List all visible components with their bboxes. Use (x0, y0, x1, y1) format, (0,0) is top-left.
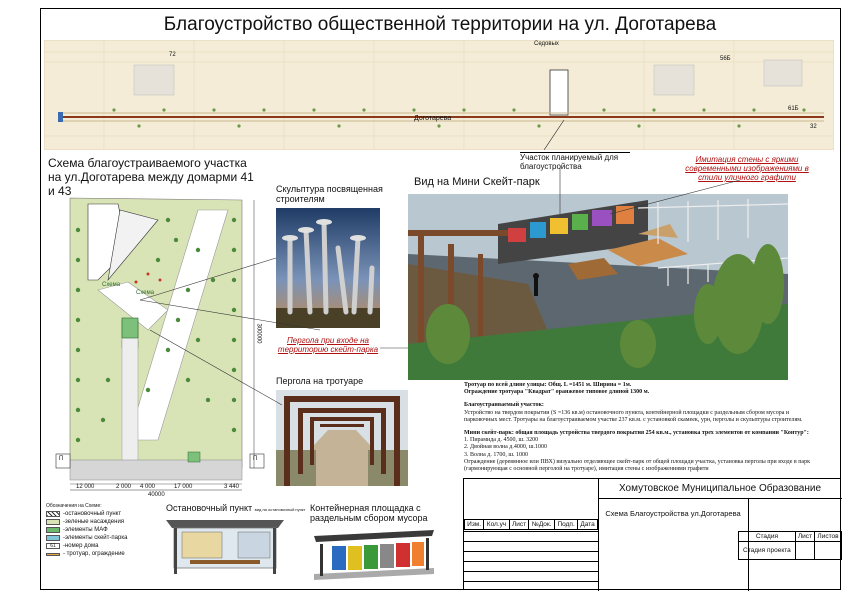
stage-value: Стадия проекта (739, 542, 796, 560)
sheets-label: Листов (814, 532, 841, 542)
bus-stop-photo (166, 514, 284, 578)
divider-vertical (598, 479, 599, 591)
legend-item (46, 526, 166, 534)
pergola-photo (276, 390, 408, 486)
pergola-caption: Пергола на тротуаре (276, 376, 364, 386)
sculpture-svg (276, 208, 380, 328)
pergola-entry-note: Пергола при входе на территорию скейт-парка (277, 336, 379, 354)
sculpture-caption: Скульптура посвященная строителям (276, 184, 383, 204)
rev-col: Дата (578, 520, 598, 530)
legend-swatch-sidewalk (46, 553, 60, 556)
house-number-edge: 32 (810, 124, 817, 130)
legend-label: - тротуар, ограждение (63, 550, 125, 557)
sheets-value (814, 542, 841, 560)
dim-total: 40000 (148, 492, 165, 498)
rev-col: Подп. (555, 520, 578, 530)
legend-title: Обозначения на Схеме: (46, 503, 102, 509)
legend-item (46, 534, 166, 542)
stage-table (738, 531, 842, 560)
rev-col: Лист (509, 520, 528, 530)
site-plan (48, 190, 270, 502)
legend-swatch-house: 61 (46, 543, 60, 549)
revision-table (464, 519, 598, 530)
scheme-label-a2: Схема (136, 290, 155, 296)
note-l2: 2. Двойная волна д.4000, ш.1000 (464, 444, 547, 451)
dim-d4: 17 000 (174, 484, 193, 490)
note-l1: 1. Пирамида д. 4500, ш. 3200 (464, 437, 539, 444)
legend (46, 503, 166, 558)
drawing-name: Схема Благоустройства ул.Доготарева (605, 509, 741, 518)
note-h3: Мини скейт-парк: общая площадь устройства твердого покрытия 254 кв.м., установка трех элементов от компании "Контур": (464, 430, 809, 437)
skate-svg (408, 194, 788, 380)
org-name: Хомутовское Муниципальное Образование (618, 483, 822, 494)
legend-swatch-bus (46, 511, 60, 517)
sheet-value (795, 542, 814, 560)
title-block (463, 478, 841, 590)
scheme-label-a1: Схема (102, 282, 121, 288)
legend-swatch-skate (46, 535, 60, 541)
bus-stop-sub: вид на остановочный пункт (254, 507, 306, 512)
container-caption: Контейнерная площадка с раздельным сбором мусора (310, 503, 428, 523)
skate-caption: Вид на Мини Скейт-парк (414, 176, 540, 188)
dim-d5: 3 440 (224, 484, 240, 490)
dim-d2: 2 000 (116, 484, 132, 490)
street-map-svg (44, 40, 834, 150)
legend-swatch-maf (46, 527, 60, 533)
rev-col: Кол.уч (484, 520, 510, 530)
scheme-title: Схема благоустраиваемого участка на ул.Доготарева между домарми 41 и 43 (48, 156, 254, 198)
skate-photo (408, 194, 788, 380)
stage-header-row (739, 532, 842, 542)
note-h2: Благоустраиваемый участок: (464, 402, 544, 409)
legend-label: -номер дома (63, 542, 99, 549)
street-label: Доготарева (414, 115, 452, 122)
note-p3: Устройство на твердом покрытии (S =136 кв.м) остановочного пункта, контейнерной площадки с раздельным сбором мусора и парковочных мест. Тротуары на благоустраиваемом участке 237 кв.м. с установкой скамеек, урн, перголы и скульптуры строителям. (464, 409, 803, 423)
street-top-label: Седовых (534, 41, 559, 47)
stage-value-row (739, 542, 842, 560)
street-map (44, 40, 834, 150)
rev-col: Изм. (465, 520, 484, 530)
pergola-svg (276, 390, 408, 486)
note-p1: Тротуар по всей длине улицы: Общ. L =1451 м. Ширина = 1м. (464, 382, 632, 388)
legend-item (46, 550, 166, 558)
bus-stop-title: Остановочный пункт (166, 503, 253, 513)
bus-stop-svg (166, 514, 284, 578)
dim-d3: 4 000 (140, 484, 156, 490)
scheme-label-p1: П (59, 456, 64, 462)
legend-item (46, 518, 166, 526)
dim-vertical: 300000 (255, 323, 262, 344)
house-number-right: 56Б (720, 56, 731, 62)
legend-swatch-green (46, 519, 60, 525)
site-plan-svg (48, 190, 270, 502)
container-photo (312, 524, 436, 580)
legend-label: -элементы МАФ (63, 526, 108, 533)
legend-item (46, 542, 166, 550)
sculpture-photo (276, 208, 380, 328)
stage-label: Стадия (739, 532, 796, 542)
bus-stop-caption (166, 503, 305, 513)
legend-item (46, 510, 166, 518)
notes-block (464, 382, 816, 473)
house-number-far-right: 61Б (788, 106, 799, 112)
note-p4: Ограждение (деревянное или ПВХ) визуально отделяющее скейт-парк от общей площади участка, установка перголы при входе в парк (гармонирующая с основной перголой на тротуаре), имитация стены с изображениями графити (464, 458, 810, 473)
graffiti-note: Имитация стены с яркими современными изображениями в стили уличного графити (685, 155, 809, 182)
bus-stop-sign: Остановка Строителей (192, 514, 250, 520)
dim-d1: 12 000 (76, 484, 95, 490)
legend-label: -остановочный пункт (63, 510, 122, 517)
note-l3: 3. Волна д. 1700, ш. 1000 (464, 451, 528, 458)
title-block-grid (464, 531, 598, 591)
page-title: Благоустройство общественной территории на ул. Доготарева (163, 14, 717, 35)
scheme-label-p2: П (253, 456, 258, 462)
house-number-left: 72 (169, 52, 176, 58)
sheet-label: Лист (795, 532, 814, 542)
revision-row (465, 520, 598, 530)
rev-col: №Док. (529, 520, 555, 530)
note-p2: Ограждение тротуара "Квадрат" оранжевое типовое длиной 1300 м. (464, 389, 650, 396)
legend-label: -зеленые насаждения (63, 518, 125, 525)
container-svg (312, 524, 436, 580)
plot-note: Участок планируемый для благоустройства (520, 152, 630, 171)
legend-label: -элементы скейт-парка (63, 534, 128, 541)
